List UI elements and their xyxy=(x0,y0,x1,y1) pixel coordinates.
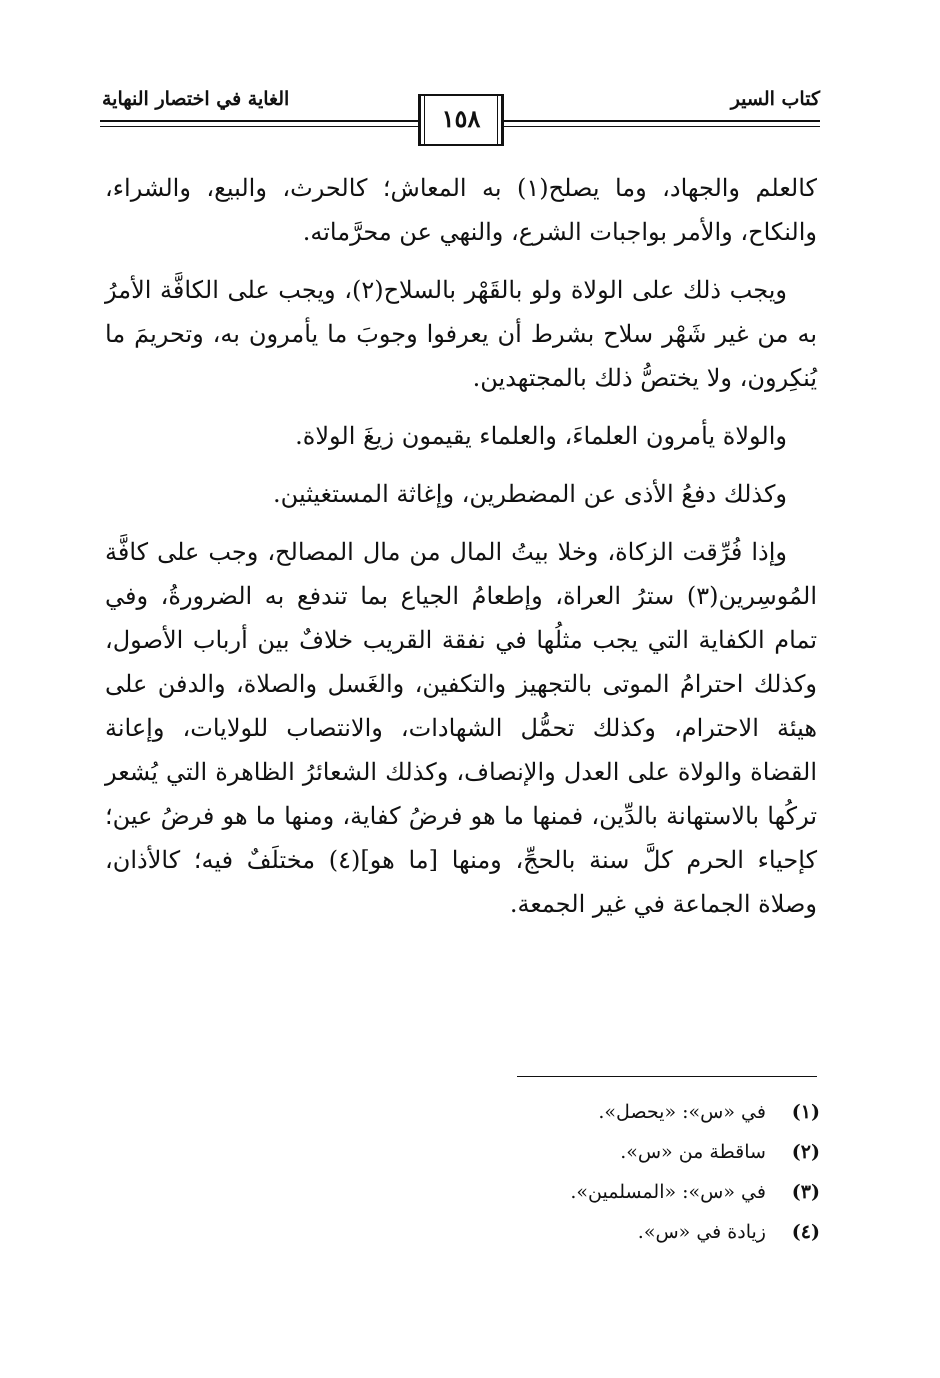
page-number: ١٥٨ xyxy=(441,104,481,133)
footnote-number: (٢) xyxy=(791,1141,820,1163)
footnote-text: زيادة في «س». xyxy=(637,1221,766,1243)
footnotes xyxy=(400,1092,820,1252)
book-title: الغاية في اختصار النهاية xyxy=(102,88,290,110)
footnote-text: ساقطة من «س». xyxy=(620,1141,766,1163)
main-text xyxy=(105,166,817,940)
footnote xyxy=(400,1212,820,1252)
page-header xyxy=(100,82,820,152)
paragraph: وإذا فُرِّقت الزكاة، وخلا بيتُ المال من مال المصالح، وجب على كافَّة المُوسِرين(٣) سترُ العراة، وإطعامُ الجياع بما تندفع به الضرورةُ، وفي تمام الكفاية التي يجب مثلُها في نفقة القريب خلافٌ بين أرباب الأصول، وكذلك احترامُ الموتى بالتجهيز والتكفين، والغَسل والصلاة، والدفن على هيئة الاحترام، وكذلك تحمُّل الشهادات، والانتصاب للولايات، وإعانة القضاة والولاة على العدل والإنصاف، وكذلك الشعائرُ الظاهرة التي يُشعر تركُها بالاستهانة بالدِّين، فمنها ما هو فرضُ كفاية، ومنها ما هو فرضُ عين؛ كإحياء الحرم كلَّ سنة بالحجِّ، ومنها [ما هو](٤) مختلَفٌ فيه؛ كالأذان، وصلاة الجماعة في غير الجمعة. xyxy=(105,538,817,918)
footnote-separator xyxy=(517,1076,817,1077)
footnote xyxy=(400,1132,820,1172)
footnote-number: (١) xyxy=(791,1101,820,1123)
paragraph: والولاة يأمرون العلماءَ، والعلماء يقيمون زيغَ الولاة. xyxy=(295,422,787,450)
footnote-number: (٤) xyxy=(791,1221,820,1243)
paragraph: ويجب ذلك على الولاة ولو بالقَهْر بالسلاح(٢)، ويجب على الكافَّة الأمرُ به من غير شَهْر سلاح بشرط أن يعرفوا وجوبَ ما يأمرون به، وتحريمَ ما يُنكِرون، ولا يختصُّ ذلك بالمجتهدين. xyxy=(105,276,817,392)
footnote-number: (٣) xyxy=(791,1181,820,1203)
footnote xyxy=(400,1092,820,1132)
footnote xyxy=(400,1172,820,1212)
chapter-title: كتاب السير xyxy=(730,88,820,110)
page-number-frame xyxy=(418,94,504,146)
footnote-text: في «س»: «يحصل». xyxy=(598,1101,766,1123)
paragraph: وكذلك دفعُ الأذى عن المضطرين، وإغاثة المستغيثين. xyxy=(273,480,787,508)
footnote-text: في «س»: «المسلمين». xyxy=(570,1181,766,1203)
paragraph: كالعلم والجهاد، وما يصلح(١) به المعاش؛ كالحرث، والبيع، والشراء، والنكاح، والأمر بواجبات الشرع، والنهي عن محرَّماته. xyxy=(105,174,817,246)
